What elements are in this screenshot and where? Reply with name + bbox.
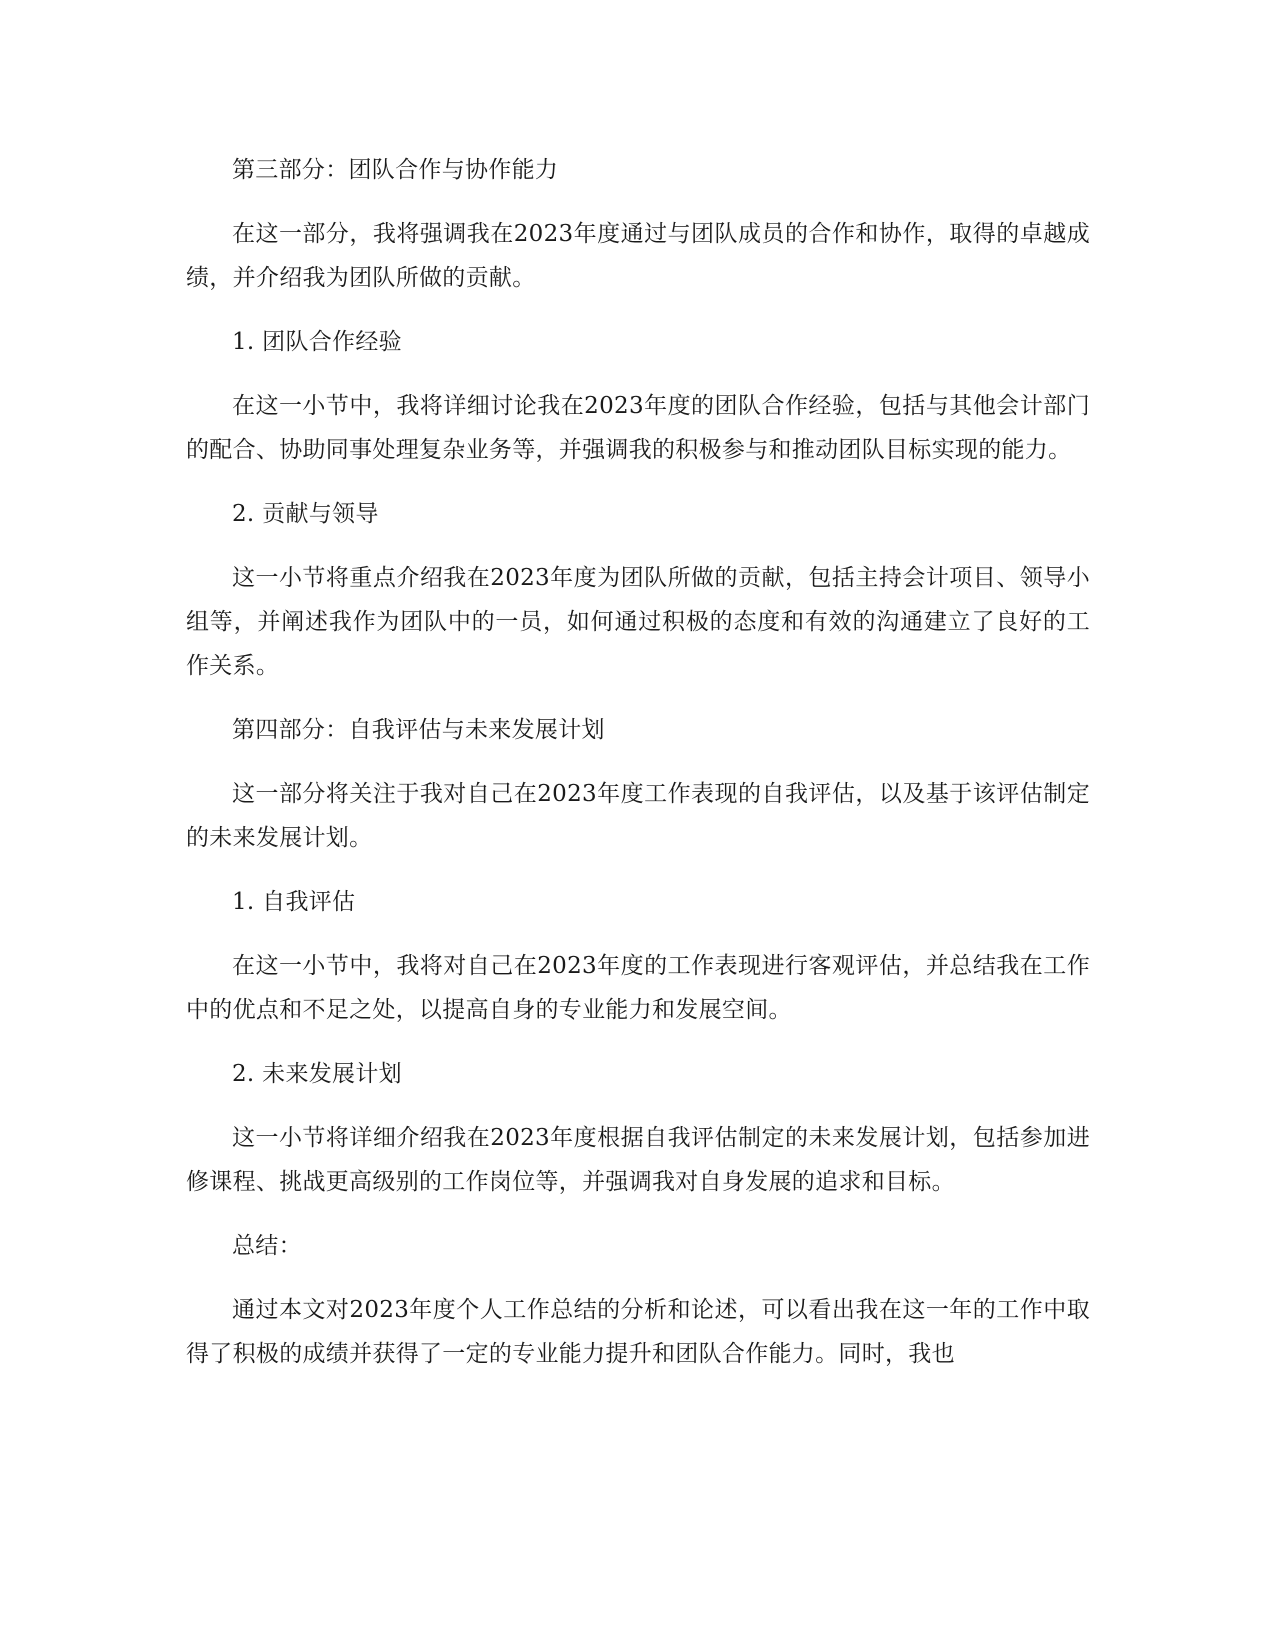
paragraph-future-plan: 这一小节将详细介绍我在2023年度根据自我评估制定的未来发展计划，包括参加进修课程、挑战更高级别的工作岗位等，并强调我对自身发展的追求和目标。 [186,1125,1090,1195]
paragraph-part4-intro: 这一部分将关注于我对自己在2023年度工作表现的自我评估，以及基于该评估制定的未来发展计划。 [186,781,1090,851]
section-heading-part3: 第三部分：团队合作与协作能力 [232,157,559,183]
section-heading-part4: 第四部分：自我评估与未来发展计划 [232,717,605,743]
subsection-heading-contribution: 2. 贡献与领导 [232,501,379,527]
section-heading-summary: 总结： [232,1233,302,1259]
document-body [186,148,1090,1396]
paragraph-summary: 通过本文对2023年度个人工作总结的分析和论述，可以看出我在这一年的工作中取得了积极的成绩并获得了一定的专业能力提升和团队合作能力。同时，我也 [186,1297,1090,1367]
paragraph-part3-intro: 在这一部分，我将强调我在2023年度通过与团队成员的合作和协作，取得的卓越成绩，并介绍我为团队所做的贡献。 [186,221,1090,291]
subsection-heading-teamwork: 1. 团队合作经验 [232,329,402,355]
subsection-heading-future-plan: 2. 未来发展计划 [232,1061,402,1087]
subsection-heading-self-assessment: 1. 自我评估 [232,889,356,915]
paragraph-self-assessment: 在这一小节中，我将对自己在2023年度的工作表现进行客观评估，并总结我在工作中的优点和不足之处，以提高自身的专业能力和发展空间。 [186,953,1090,1023]
paragraph-contribution: 这一小节将重点介绍我在2023年度为团队所做的贡献，包括主持会计项目、领导小组等，并阐述我作为团队中的一员，如何通过积极的态度和有效的沟通建立了良好的工作关系。 [186,565,1090,679]
paragraph-teamwork: 在这一小节中，我将详细讨论我在2023年度的团队合作经验，包括与其他会计部门的配合、协助同事处理复杂业务等，并强调我的积极参与和推动团队目标实现的能力。 [186,393,1090,463]
